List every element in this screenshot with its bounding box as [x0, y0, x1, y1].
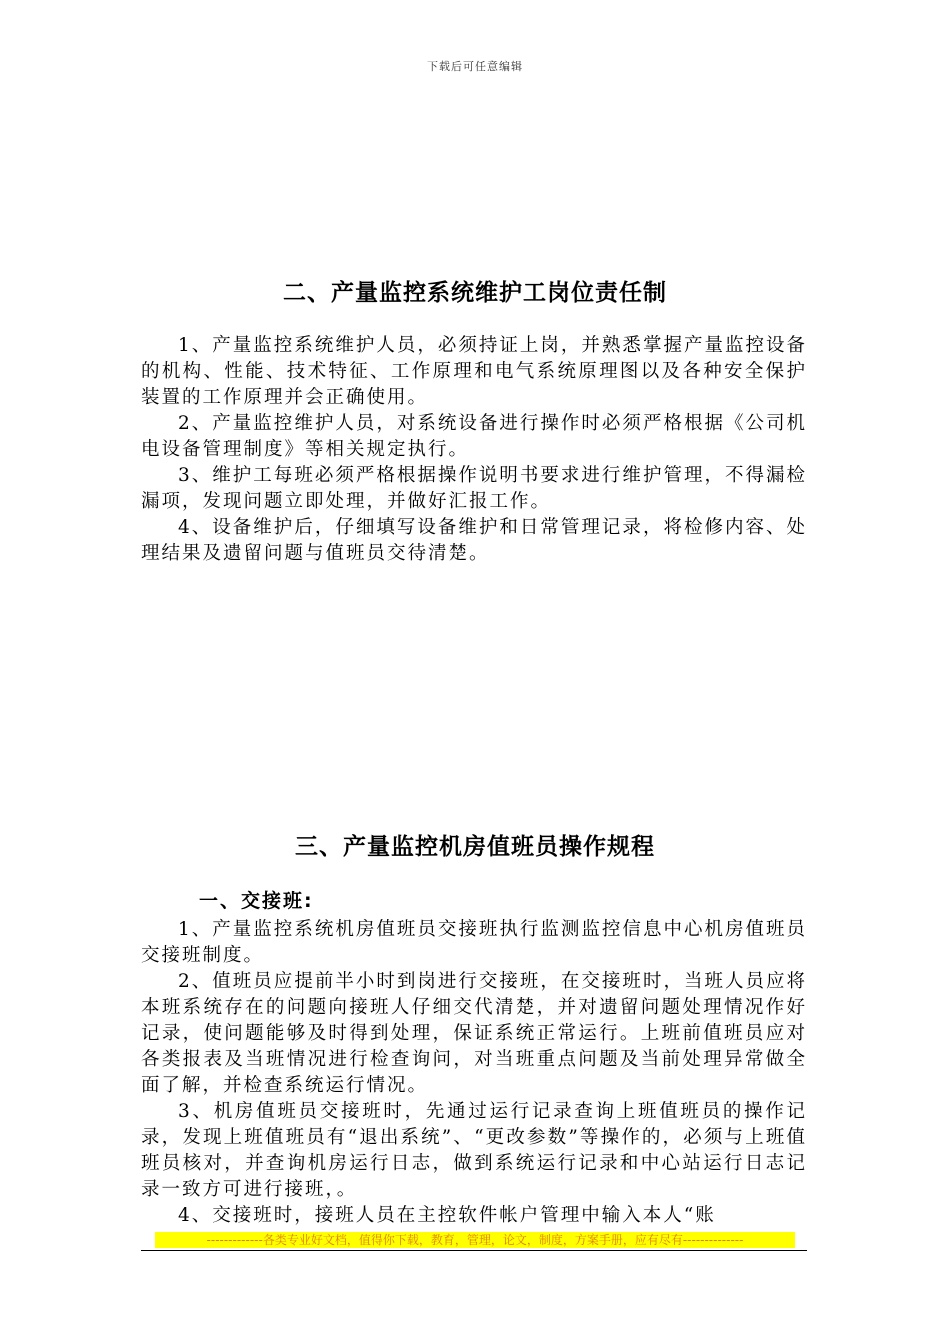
- section-title-3: 三、产量监控机房值班员操作规程: [295, 834, 655, 860]
- paragraph: 4、交接班时，接班人员在主控软件帐户管理中输入本人“账: [178, 1205, 716, 1226]
- paragraph: 1、产量监控系统机房值班员交接班执行监测监控信息中心机房值班员交接班制度。: [141, 919, 807, 966]
- page-header: 下载后可任意编辑: [427, 60, 523, 73]
- paragraph: 3、机房值班员交接班时，先通过运行记录查询上班值班员的操作记录，发现上班值班员有“退出系统”、“更改参数”等操作的，必须与上班值班员核对，并查询机房运行日志，做到系统运行记录和中心站运行日志记录一致方可进行接班，。: [141, 1101, 807, 1200]
- section-3-body: [141, 885, 807, 1229]
- section-title-2: 二、产量监控系统维护工岗位责任制: [283, 280, 667, 306]
- paragraph: 3、维护工每班必须严格根据操作说明书要求进行维护管理，不得漏检漏项，发现问题立即处理，并做好汇报工作。: [141, 465, 807, 512]
- paragraph: 4、设备维护后，仔细填写设备维护和日常管理记录，将检修内容、处理结果及遗留问题与值班员交待清楚。: [141, 517, 807, 564]
- paragraph: 2、产量监控维护人员，对系统设备进行操作时必须严格根据《公司机电设备管理制度》等相关规定执行。: [141, 413, 807, 460]
- footer-banner: -------------各类专业好文档，值得你下载，教育，管理，论文，制度，方案手册，应有尽有--------------: [155, 1232, 795, 1248]
- paragraph: 1、产量监控系统维护人员，必须持证上岗，并熟悉掌握产量监控设备的机构、性能、技术特征、工作原理和电气系统原理图以及各种安全保护装置的工作原理并会正确使用。: [141, 335, 807, 408]
- section-2-body: [141, 333, 807, 567]
- footer-divider: [141, 1250, 807, 1251]
- paragraph: 2、值班员应提前半小时到岗进行交接班，在交接班时，当班人员应将本班系统存在的问题向接班人仔细交代清楚，并对遗留问题处理情况作好记录，使问题能够及时得到处理，保证系统正常运行。上班前值班员应对各类报表及当班情况进行检查询问，对当班重点问题及当前处理异常做全面了解，并检查系统运行情况。: [141, 971, 807, 1096]
- sub-heading: 一、交接班:: [199, 890, 314, 912]
